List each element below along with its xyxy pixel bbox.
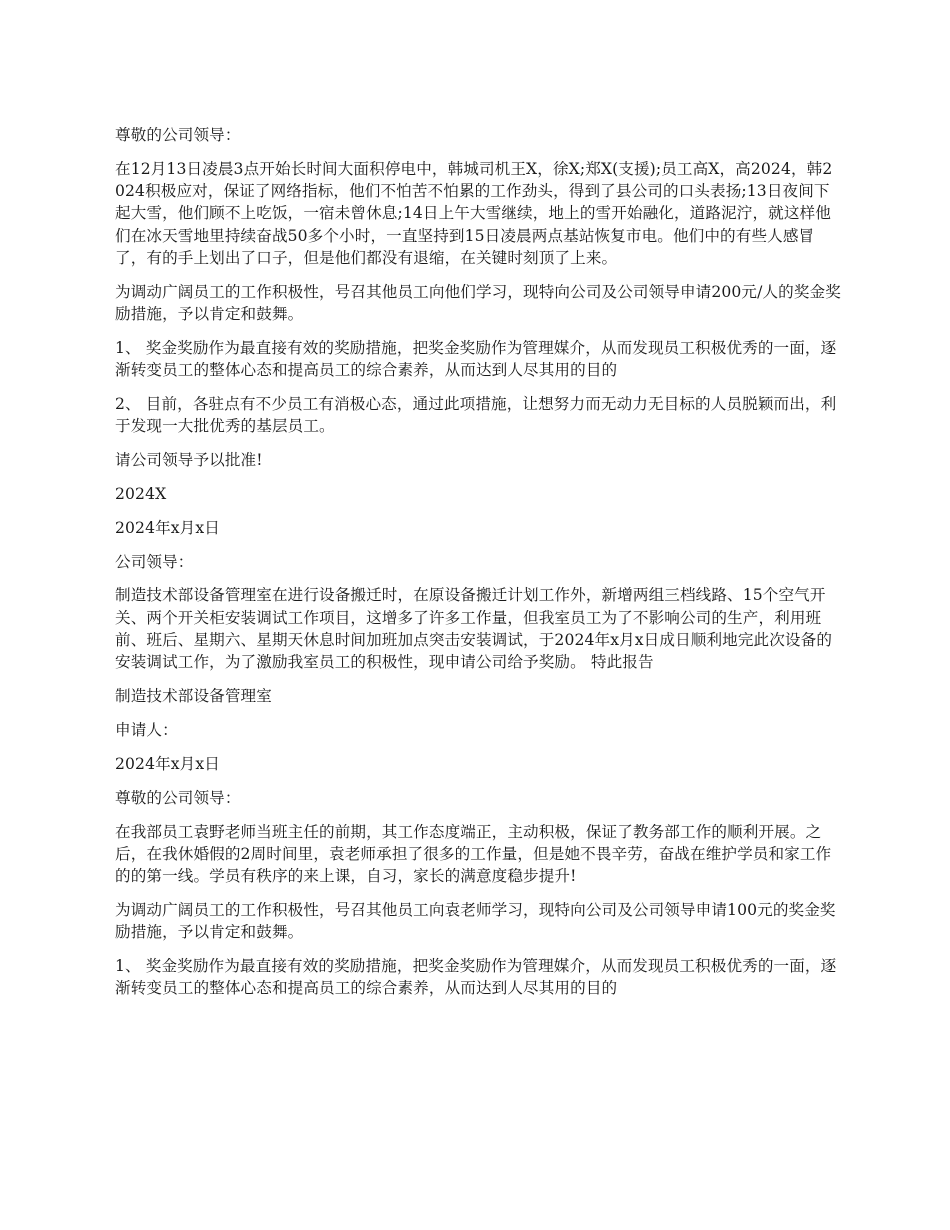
document-page [115,124,841,1011]
department-name: 制造技术部设备管理室 [115,686,272,705]
date-1: 2024年x月x日 [115,518,220,537]
body-paragraph-power-outage: 在12月13日凌晨3点开始长时间大面积停电中，韩城司机王X，徐X;郑X(支援);员工高X，高2024，韩2024积极应对，保证了网络指标，他们不怕苦不怕累的工作劲头，得到了县公司的口头表扬;13日夜间下起大雪，他们顾不上吃饭，一宿未曾休息;14日上午大雪继续，地上的雪开始融化，道路泥泞，就这样他们在冰天雪地里持续奋战50多个小时，一直坚持到15日凌晨两点基站恢复市电。他们中的有些人感冒了，有的手上划出了口子，但是他们都没有退缩，在关键时刻顶了上来。 [115,159,833,267]
body-paragraph-request-100: 为调动广阔员工的工作积极性，号召其他员工向袁老师学习，现特向公司及公司领导申请100元的奖金奖励措施，予以肯定和鼓舞。 [115,900,836,941]
applicant-label: 申请人： [115,720,178,739]
body-paragraph-equipment: 制造技术部设备管理室在进行设备搬迁时，在原设备搬迁计划工作外，新增两组三档线路、15个空气开关、两个开关柜安装调试工作项目，这增多了许多工作量，但我室员工为了不影响公司的生产，利用班前、班后、星期六、星期天休息时间加班加点突击安装调试，于2024年x月x日成日顺利地完此次设备的安装调试工作，为了激励我室员工的积极性，现申请公司给予奖励。 特此报告 [115,586,833,672]
list-item-1: 1、 奖金奖励作为最直接有效的奖励措施，把奖金奖励作为管理媒介，从而发现员工积极优秀的一面，逐渐转变员工的整体心态和提高员工的综合素养，从而达到人尽其用的目的 [115,338,837,379]
salutation-1: 尊敬的公司领导： [115,126,241,144]
approval-request: 请公司领导予以批准! [115,450,263,469]
salutation-2: 公司领导： [115,552,194,571]
list-item-1-repeat: 1、 奖金奖励作为最直接有效的奖励措施，把奖金奖励作为管理媒介，从而发现员工积极优秀的一面，逐渐转变员工的整体心态和提高员工的综合素养，从而达到人尽其用的目的 [115,956,837,998]
salutation-3: 尊敬的公司领导： [115,788,241,807]
body-paragraph-request-200: 为调动广阔员工的工作积极性，号召其他员工向他们学习，现特向公司及公司领导申请200元/人的奖金奖励措施，予以肯定和鼓舞。 [115,282,841,323]
date-2: 2024年x月x日 [115,754,220,773]
signature: 2024X [115,484,167,503]
list-item-2: 2、 目前，各驻点有不少员工有消极心态，通过此项措施，让想努力而无动力无目标的人员脱颖而出，利于发现一大批优秀的基层员工。 [115,394,837,435]
body-paragraph-teacher: 在我部员工袁野老师当班主任的前期，其工作态度端正，主动积极，保证了教务部工作的顺利开展。之后，在我休婚假的2周时间里，袁老师承担了很多的工作量，但是她不畏辛劳，奋战在维护学员和家工作的的第一线。学员有秩序的来上课，自习，家长的满意度稳步提升! [115,822,832,885]
